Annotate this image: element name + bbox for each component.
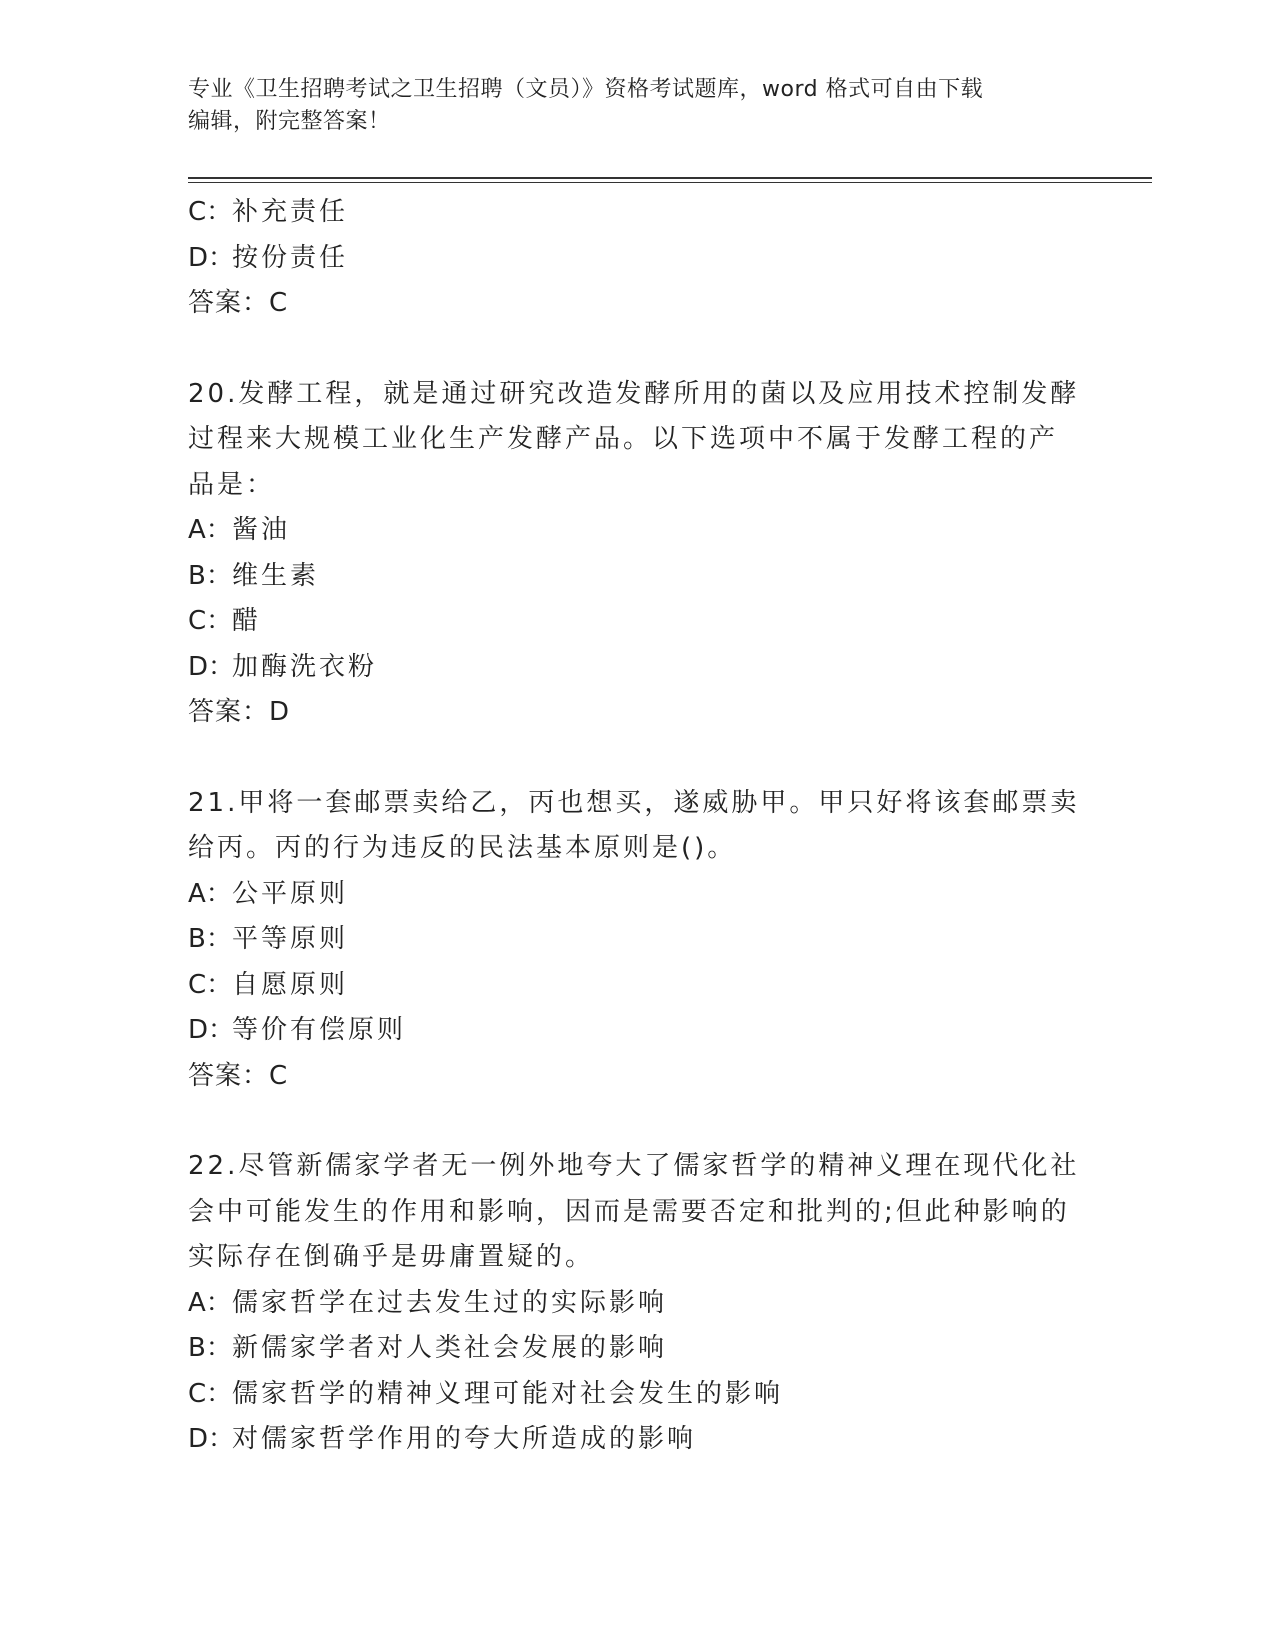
option-label: D： <box>188 1424 235 1454</box>
option-d <box>188 645 1088 691</box>
option-label: A： <box>188 515 232 545</box>
spacer <box>188 1099 1088 1144</box>
option-text: 醋 <box>232 606 262 636</box>
option-label: B： <box>188 924 232 954</box>
header-divider-thin <box>188 182 1152 183</box>
option-b <box>188 917 1088 963</box>
option-label: B： <box>188 1333 232 1363</box>
option-text: 按份责任 <box>232 242 349 273</box>
option-text: 新儒家学者对人类社会发展的影响 <box>232 1333 668 1363</box>
question-21 <box>188 781 1088 1100</box>
option-text: 对儒家哲学作用的夸大所造成的影响 <box>232 1424 697 1454</box>
stem-line: 给丙。丙的行为违反的民法基本原则是()。 <box>188 833 737 863</box>
header-line-1: 专业《卫生招聘考试之卫生招聘（文员）》资格考试题库，word 格式可自由下载 <box>188 77 984 102</box>
option-c <box>188 1372 1088 1418</box>
option-label: A： <box>188 1287 232 1318</box>
option-a <box>188 508 1088 554</box>
option-a <box>188 1281 1088 1327</box>
answer-line: 答案：D <box>188 697 291 727</box>
option-label: D： <box>188 1015 235 1045</box>
option-label: A： <box>188 878 232 909</box>
question-22 <box>188 1144 1088 1463</box>
option-text: 加酶洗衣粉 <box>232 651 378 682</box>
option-d <box>188 1417 1088 1463</box>
option-label: C： <box>188 606 233 636</box>
option-a <box>188 872 1088 918</box>
option-c <box>188 963 1088 1009</box>
option-c <box>188 190 1088 236</box>
option-d <box>188 236 1088 282</box>
option-text: 补充责任 <box>232 197 349 227</box>
question-stem <box>188 372 1088 509</box>
option-label: C： <box>188 197 233 227</box>
answer-line: 答案：C <box>188 1060 289 1091</box>
stem-line: 22.尽管新儒家学者无一例外地夸大了儒家哲学的精神义理在现代化社 <box>188 1151 1080 1181</box>
question-stem <box>188 781 1088 872</box>
answer-line: 答案：C <box>188 288 289 318</box>
option-text: 平等原则 <box>232 924 349 954</box>
spacer <box>188 736 1088 781</box>
question-content <box>188 190 1088 1463</box>
question-20 <box>188 372 1088 736</box>
option-text: 维生素 <box>232 560 320 591</box>
option-text: 酱油 <box>232 515 291 545</box>
option-text: 儒家哲学在过去发生过的实际影响 <box>232 1287 668 1318</box>
spacer <box>188 327 1088 372</box>
prev-question-block <box>188 190 1088 327</box>
stem-line: 20.发酵工程，就是通过研究改造发酵所用的菌以及应用技术控制发酵 <box>188 378 1080 409</box>
option-b <box>188 1326 1088 1372</box>
option-text: 自愿原则 <box>232 969 349 1000</box>
option-text: 儒家哲学的精神义理可能对社会发生的影响 <box>232 1378 784 1409</box>
stem-line: 实际存在倒确乎是毋庸置疑的。 <box>188 1242 595 1272</box>
option-label: D： <box>188 651 235 682</box>
header-divider-thick <box>188 177 1152 179</box>
option-label: C： <box>188 1378 233 1409</box>
option-b <box>188 554 1088 600</box>
stem-line: 21.甲将一套邮票卖给乙，丙也想买，遂威胁甲。甲只好将该套邮票卖 <box>188 787 1080 818</box>
document-header <box>188 74 1088 138</box>
question-stem <box>188 1144 1088 1281</box>
option-label: D： <box>188 242 235 273</box>
option-d <box>188 1008 1088 1054</box>
option-label: B： <box>188 560 232 591</box>
stem-line: 品是： <box>188 469 276 500</box>
option-c <box>188 599 1088 645</box>
stem-line: 会中可能发生的作用和影响，因而是需要否定和批判的;但此种影响的 <box>188 1196 1070 1227</box>
option-text: 公平原则 <box>232 878 349 909</box>
option-text: 等价有偿原则 <box>232 1015 407 1045</box>
option-label: C： <box>188 969 233 1000</box>
header-line-2: 编辑，附完整答案！ <box>188 109 391 134</box>
stem-line: 过程来大规模工业化生产发酵产品。以下选项中不属于发酵工程的产 <box>188 424 1059 454</box>
